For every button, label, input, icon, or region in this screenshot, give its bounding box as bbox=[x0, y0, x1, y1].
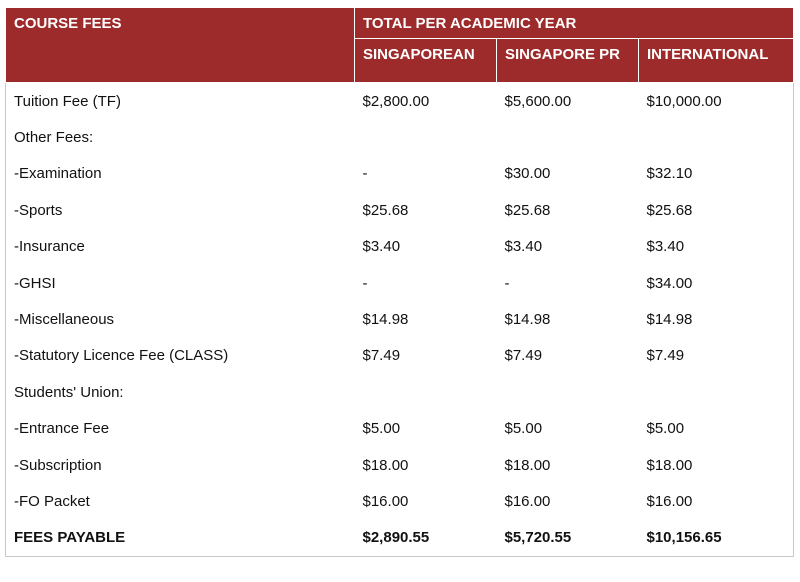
fee-value-singaporean: $2,800.00 bbox=[362, 92, 430, 110]
table-row bbox=[6, 374, 794, 410]
fee-label: -Sports bbox=[14, 201, 63, 219]
table-row bbox=[6, 447, 794, 483]
fee-value-singaporean: $3.40 bbox=[362, 238, 401, 256]
fee-value-international: $14.98 bbox=[646, 311, 693, 329]
fee-value-singapore-pr: $30.00 bbox=[504, 165, 551, 183]
fee-value-singaporean: $5.00 bbox=[362, 420, 401, 438]
course-fees-header: COURSE FEES bbox=[6, 8, 355, 83]
column-header-singapore-pr: SINGAPORE PR bbox=[497, 39, 639, 83]
fee-value-singaporean bbox=[355, 374, 497, 410]
total-value-singaporean: $2,890.55 bbox=[362, 529, 430, 547]
fee-label: -FO Packet bbox=[14, 492, 90, 510]
fee-value-singapore-pr: $14.98 bbox=[504, 311, 551, 329]
total-value-international: $10,156.65 bbox=[646, 529, 722, 547]
table-row bbox=[6, 265, 794, 301]
fees-payable-label: FEES PAYABLE bbox=[14, 529, 126, 547]
fee-value-singapore-pr bbox=[497, 119, 639, 155]
fee-value-international bbox=[639, 119, 794, 155]
column-header-international: INTERNATIONAL bbox=[639, 39, 794, 83]
table-row bbox=[6, 83, 794, 120]
total-per-year-header: TOTAL PER ACADEMIC YEAR bbox=[355, 8, 794, 39]
fee-value-international: $18.00 bbox=[646, 456, 693, 474]
table-row bbox=[6, 156, 794, 192]
section-label: Other Fees: bbox=[14, 129, 94, 147]
fee-value-singapore-pr: $5.00 bbox=[504, 420, 543, 438]
fee-label: -Subscription bbox=[14, 456, 102, 474]
fee-label: -Insurance bbox=[14, 238, 85, 256]
fee-value-singapore-pr: $16.00 bbox=[504, 492, 551, 510]
fee-value-international: $34.00 bbox=[646, 274, 693, 292]
fee-value-singaporean: $7.49 bbox=[362, 347, 401, 365]
section-label: Students' Union: bbox=[14, 383, 124, 401]
fee-value-singapore-pr: $5,600.00 bbox=[504, 92, 572, 110]
fee-value-international bbox=[639, 374, 794, 410]
fee-label: -Entrance Fee bbox=[14, 420, 110, 438]
fee-value-singaporean: $14.98 bbox=[362, 311, 409, 329]
table-row bbox=[6, 338, 794, 374]
fee-value-singapore-pr: $3.40 bbox=[504, 238, 543, 256]
fee-value-international: $25.68 bbox=[646, 201, 693, 219]
fee-label: -Examination bbox=[14, 165, 102, 183]
fee-value-singaporean: $18.00 bbox=[362, 456, 409, 474]
fee-value-singaporean: $16.00 bbox=[362, 492, 409, 510]
table-row bbox=[6, 411, 794, 447]
fee-value-singaporean bbox=[355, 119, 497, 155]
course-fees-table bbox=[5, 7, 794, 557]
fee-value-singapore-pr: $18.00 bbox=[504, 456, 551, 474]
fee-value-singapore-pr: - bbox=[504, 274, 510, 292]
table-row bbox=[6, 229, 794, 265]
fee-value-international: $16.00 bbox=[646, 492, 693, 510]
fee-value-international: $3.40 bbox=[646, 238, 685, 256]
fee-value-singapore-pr bbox=[497, 374, 639, 410]
header-row-top bbox=[6, 8, 794, 39]
table-row bbox=[6, 192, 794, 228]
column-header-singaporean: SINGAPOREAN bbox=[355, 39, 497, 83]
fee-label: -Miscellaneous bbox=[14, 311, 115, 329]
fee-value-singaporean: $25.68 bbox=[362, 201, 409, 219]
table-row bbox=[6, 301, 794, 337]
fee-value-international: $5.00 bbox=[646, 420, 685, 438]
fee-label: -GHSI bbox=[14, 274, 56, 292]
fee-value-international: $10,000.00 bbox=[646, 92, 722, 110]
total-value-singapore-pr: $5,720.55 bbox=[504, 529, 572, 547]
table-row bbox=[6, 119, 794, 155]
fee-label: -Statutory Licence Fee (CLASS) bbox=[14, 347, 229, 365]
fee-value-international: $32.10 bbox=[646, 165, 693, 183]
table-row bbox=[6, 483, 794, 519]
fee-value-singapore-pr: $25.68 bbox=[504, 201, 551, 219]
fee-value-singaporean: - bbox=[362, 165, 368, 183]
fee-value-singaporean: - bbox=[362, 274, 368, 292]
total-row bbox=[6, 520, 794, 557]
fee-value-singapore-pr: $7.49 bbox=[504, 347, 543, 365]
fee-value-international: $7.49 bbox=[646, 347, 685, 365]
fee-label: Tuition Fee (TF) bbox=[14, 92, 121, 110]
